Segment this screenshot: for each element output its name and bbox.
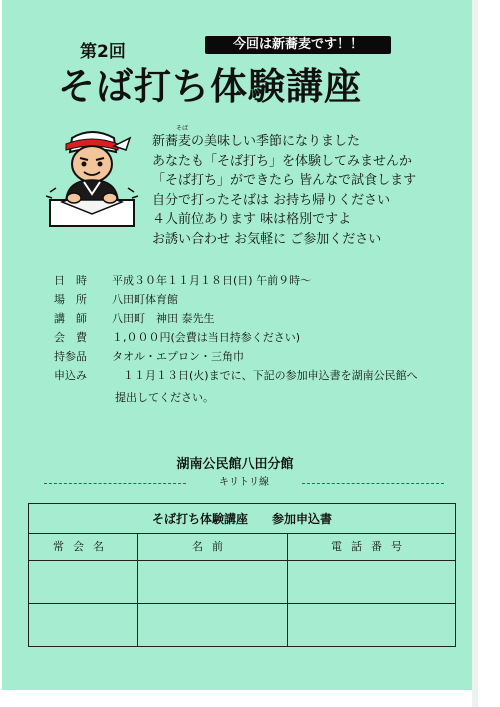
row-divider: [29, 560, 455, 561]
detail-value: １,０００円(会費は当日持参ください): [112, 331, 301, 344]
cut-line-label: キリトリ線: [219, 477, 269, 488]
detail-value: タオル・エプロン・三角巾: [112, 350, 244, 363]
intro-line: ４人前位あります 味は格別ですよ: [152, 212, 352, 228]
cut-dash-left: [44, 483, 186, 484]
header-phone: 電話番号: [331, 540, 411, 553]
application-form: [28, 503, 456, 647]
intro-line: あなたも「そば打ち」を体験してみませんか: [152, 153, 413, 169]
intro-text: [152, 132, 416, 250]
new-soba-banner: 今回は新蕎麦です！！: [205, 36, 391, 54]
issue-number: 第2回: [80, 42, 126, 62]
organizer-name: 湖南公民館八田分館: [176, 457, 294, 472]
cut-dash-right: [302, 483, 444, 484]
detail-value: １１月１３日(火)までに、下記の参加申込書を湖南公民館へ: [112, 369, 418, 382]
detail-value: 八田町 神田 泰先生: [112, 312, 215, 325]
soba-chef-illustration: [44, 130, 140, 234]
detail-label: 申込み: [54, 369, 87, 382]
page-fold-strip: [472, 0, 478, 707]
detail-label: 日 時: [54, 274, 87, 287]
intro-line: 「そば打ち」ができたら 皆んなで試食します: [152, 173, 417, 189]
detail-label: 場 所: [54, 293, 87, 306]
intro-line: お誘い合わせ お気軽に ご参加ください: [152, 231, 382, 247]
detail-label: 講 師: [54, 312, 87, 325]
page-title: そば打ち体験講座: [58, 65, 362, 108]
cut-line: [44, 478, 444, 488]
detail-value: 八田町体育館: [112, 293, 178, 306]
header-name: 名前: [192, 540, 232, 553]
detail-label: 会 費: [54, 331, 87, 344]
intro-line: 新蕎麦の美味しい季節になりました: [152, 134, 361, 149]
header-community: 常会名: [53, 540, 113, 553]
column-divider: [287, 534, 288, 647]
intro-line: 自分で打ったそばは お持ち帰りください: [152, 192, 391, 208]
furigana-soba: そば: [176, 125, 189, 132]
column-divider: [137, 534, 138, 647]
apply-continuation: 提出してください。: [115, 391, 214, 404]
detail-value: 平成３０年１１月１８日(日) 午前９時～: [112, 274, 312, 287]
detail-label: 持参品: [54, 350, 87, 363]
form-title: そば打ち体験講座 参加申込書: [29, 504, 455, 534]
row-divider: [29, 603, 455, 604]
